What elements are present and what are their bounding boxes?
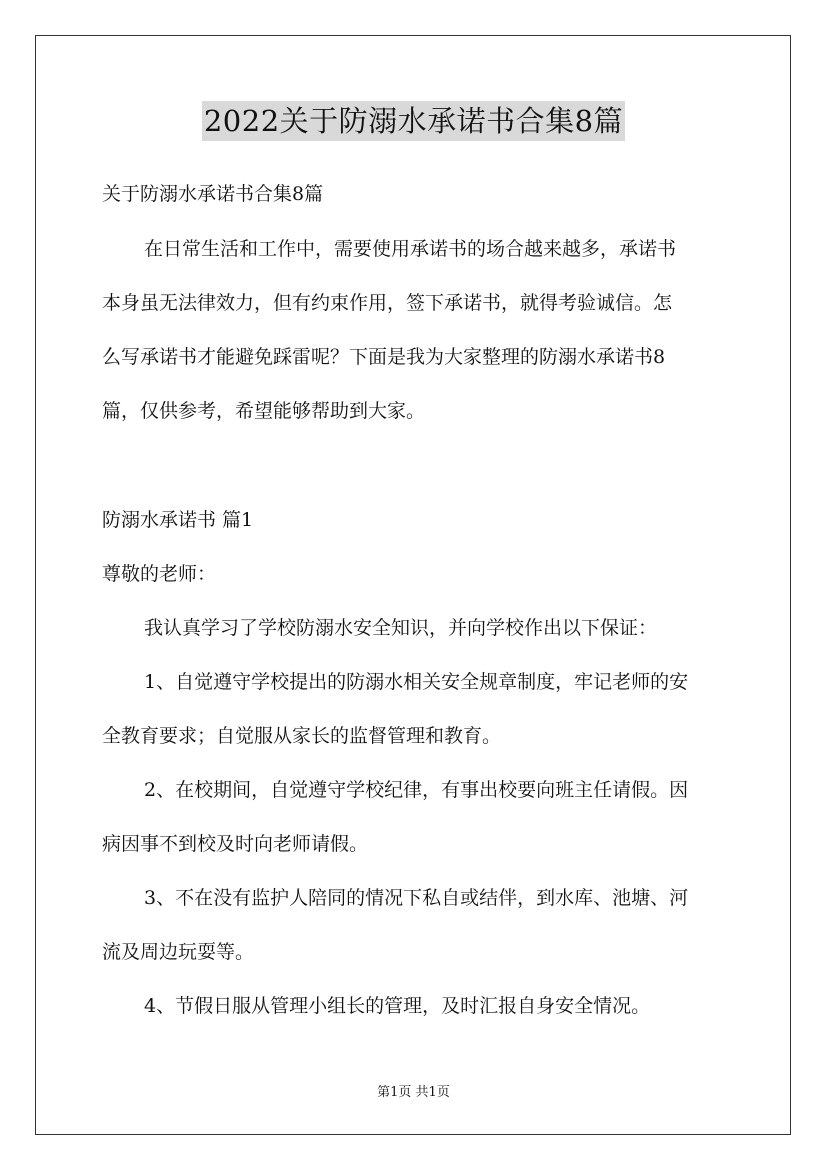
intro-line-3: 么写承诺书才能避免踩雷呢？下面是我为大家整理的防溺水承诺书8 (102, 346, 666, 368)
intro-line-1: 在日常生活和工作中，需要使用承诺书的场合越来越多，承诺书 (144, 238, 677, 260)
body-line-5: 病因事不到校及时向老师请假。 (102, 833, 369, 855)
intro-line-4: 篇，仅供参考，希望能够帮助到大家。 (102, 400, 426, 422)
body-line-8: 4、节假日服从管理小组长的管理，及时汇报自身安全情况。 (144, 995, 651, 1017)
salutation: 尊敬的老师： (102, 563, 217, 585)
document-title: 2022关于防溺水承诺书合集8篇 (202, 101, 625, 141)
body-line-2: 1、自觉遵守学校提出的防溺水相关安全规章制度，牢记老师的安 (144, 671, 689, 693)
body-line-7: 流及周边玩耍等。 (102, 941, 255, 963)
body-line-6: 3、不在没有监护人陪同的情况下私自或结伴，到水库、池塘、河 (144, 887, 689, 909)
body-line-4: 2、在校期间，自觉遵守学校纪律，有事出校要向班主任请假。因 (144, 779, 689, 801)
page-footer: 第1页 共1页 (377, 1085, 450, 1100)
body-line-3: 全教育要求；自觉服从家长的监督管理和教育。 (102, 725, 502, 747)
section-heading: 防溺水承诺书 篇1 (102, 509, 254, 531)
document-subtitle: 关于防溺水承诺书合集8篇 (102, 183, 324, 205)
title-container (0, 101, 827, 141)
intro-line-2: 本身虽无法律效力，但有约束作用，签下承诺书，就得考验诚信。怎 (102, 292, 673, 314)
body-line-1: 我认真学习了学校防溺水安全知识，并向学校作出以下保证： (144, 617, 658, 639)
